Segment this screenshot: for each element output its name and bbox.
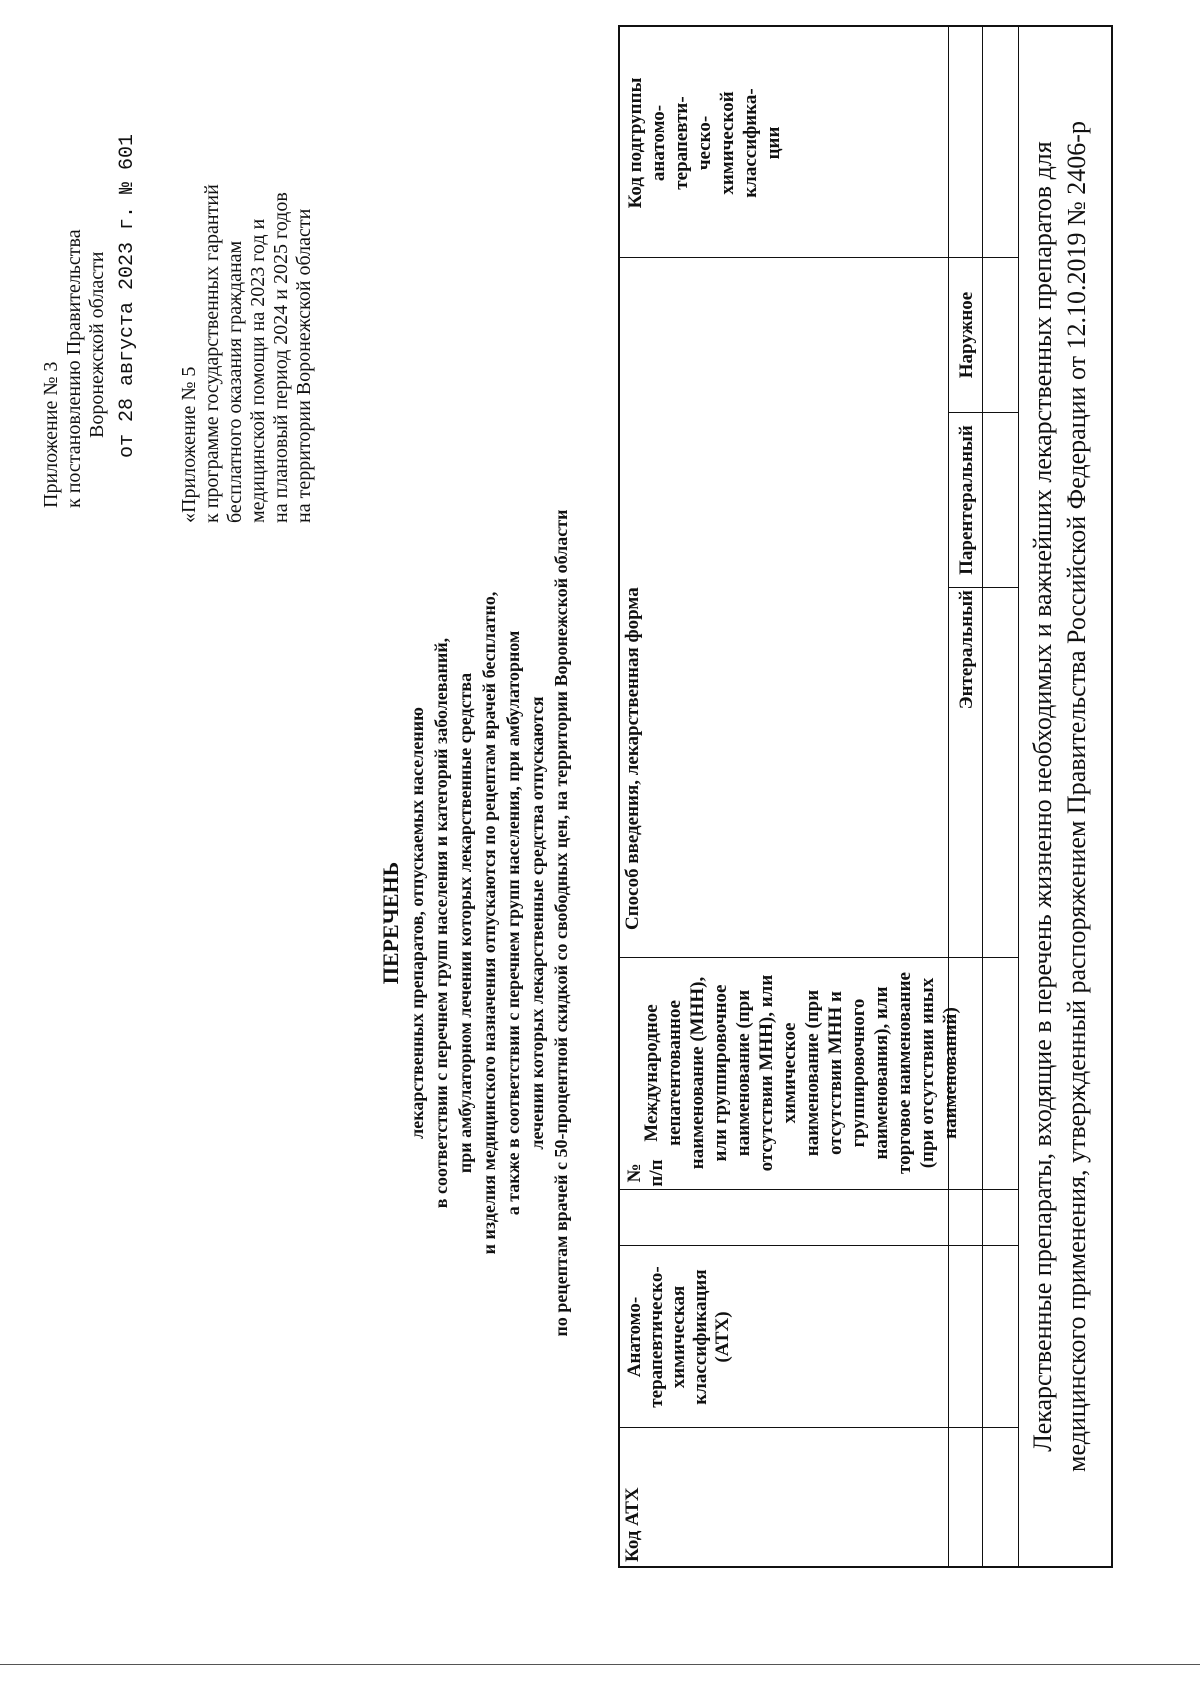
program-line6: на территории Воронежской области [293, 208, 315, 523]
drug-table [618, 25, 1113, 1568]
title-line: при амбулаторном лечении которых лекарственные средства [455, 672, 475, 1174]
col-subgroup: Код подгруппы анатомо-терапевти-ческо-химической классифика-ции [625, 77, 784, 209]
title-line: в соответствии с перечнем групп населения и категорий заболеваний, [431, 637, 451, 1209]
program-line5: на плановый период 2024 и 2025 годов [270, 192, 292, 523]
col-atx-class: Анатомо-терапевтическо-химическая классификация (АТХ) [624, 1266, 733, 1408]
sub-external: Наружное [956, 291, 977, 379]
sub-enteral: Энтеральный [956, 590, 977, 710]
appendix-date: от 28 августа 2023 г. № 601 [116, 133, 139, 458]
footnote-line1: Лекарственные препараты, входящие в перечень жизненно необходимых и важнейших лекарственных препаратов для [1028, 141, 1057, 1452]
title-line: лечении которых лекарственные средства отпускаются [527, 696, 547, 1150]
appendix-line3: Воронежской области [86, 251, 108, 438]
col-atx-code: Код АТХ [622, 1487, 643, 1562]
appendix-line1: Приложение № 3 [40, 361, 62, 508]
title-line: а также в соответствии с перечнем групп населения, при амбулаторном [503, 630, 523, 1216]
program-appendix-block [178, 184, 316, 523]
appendix-line2: к постановлению Правительства [63, 229, 85, 508]
title-line: и изделия медицинского назначения отпускаются по рецептам врачей бесплатно, [479, 591, 499, 1255]
col-num: № п/п [624, 1159, 667, 1187]
document-title: ПЕРЕЧЕНЬ [378, 861, 403, 985]
title-line: лекарственных препаратов, отпускаемых населению [407, 707, 427, 1139]
program-line4: медицинской помощи на 2023 год и [247, 218, 269, 523]
col-route: Способ введения, лекарственная форма [622, 587, 643, 930]
program-line1: «Приложение № 5 [178, 366, 200, 523]
col-name: Международное непатентованное наименование (МНН), или группировочное наименование (при отсутствии МНН), или химическое наименование (при отсутствии МНН и группировочного наименования), или торговое наименование (при отсутствии иных наименований) [641, 972, 961, 1174]
appendix-block [40, 229, 109, 508]
scan-edge-line [0, 1664, 1200, 1665]
footnote-line2: медицинского применения, утвержденный распоряжением Правительства Российской Федерации от 12.10.2019 № 2406-р [1062, 121, 1091, 1472]
sub-parenteral: Парентеральный [956, 425, 977, 575]
program-line2: к программе государственных гарантий [201, 184, 223, 523]
program-line3: бесплатного оказания гражданам [224, 240, 246, 523]
title-lines [405, 403, 573, 1443]
title-line: по рецептам врачей с 50-процентной скидкой со свободных цен, на территории Воронежской области [551, 509, 571, 1337]
